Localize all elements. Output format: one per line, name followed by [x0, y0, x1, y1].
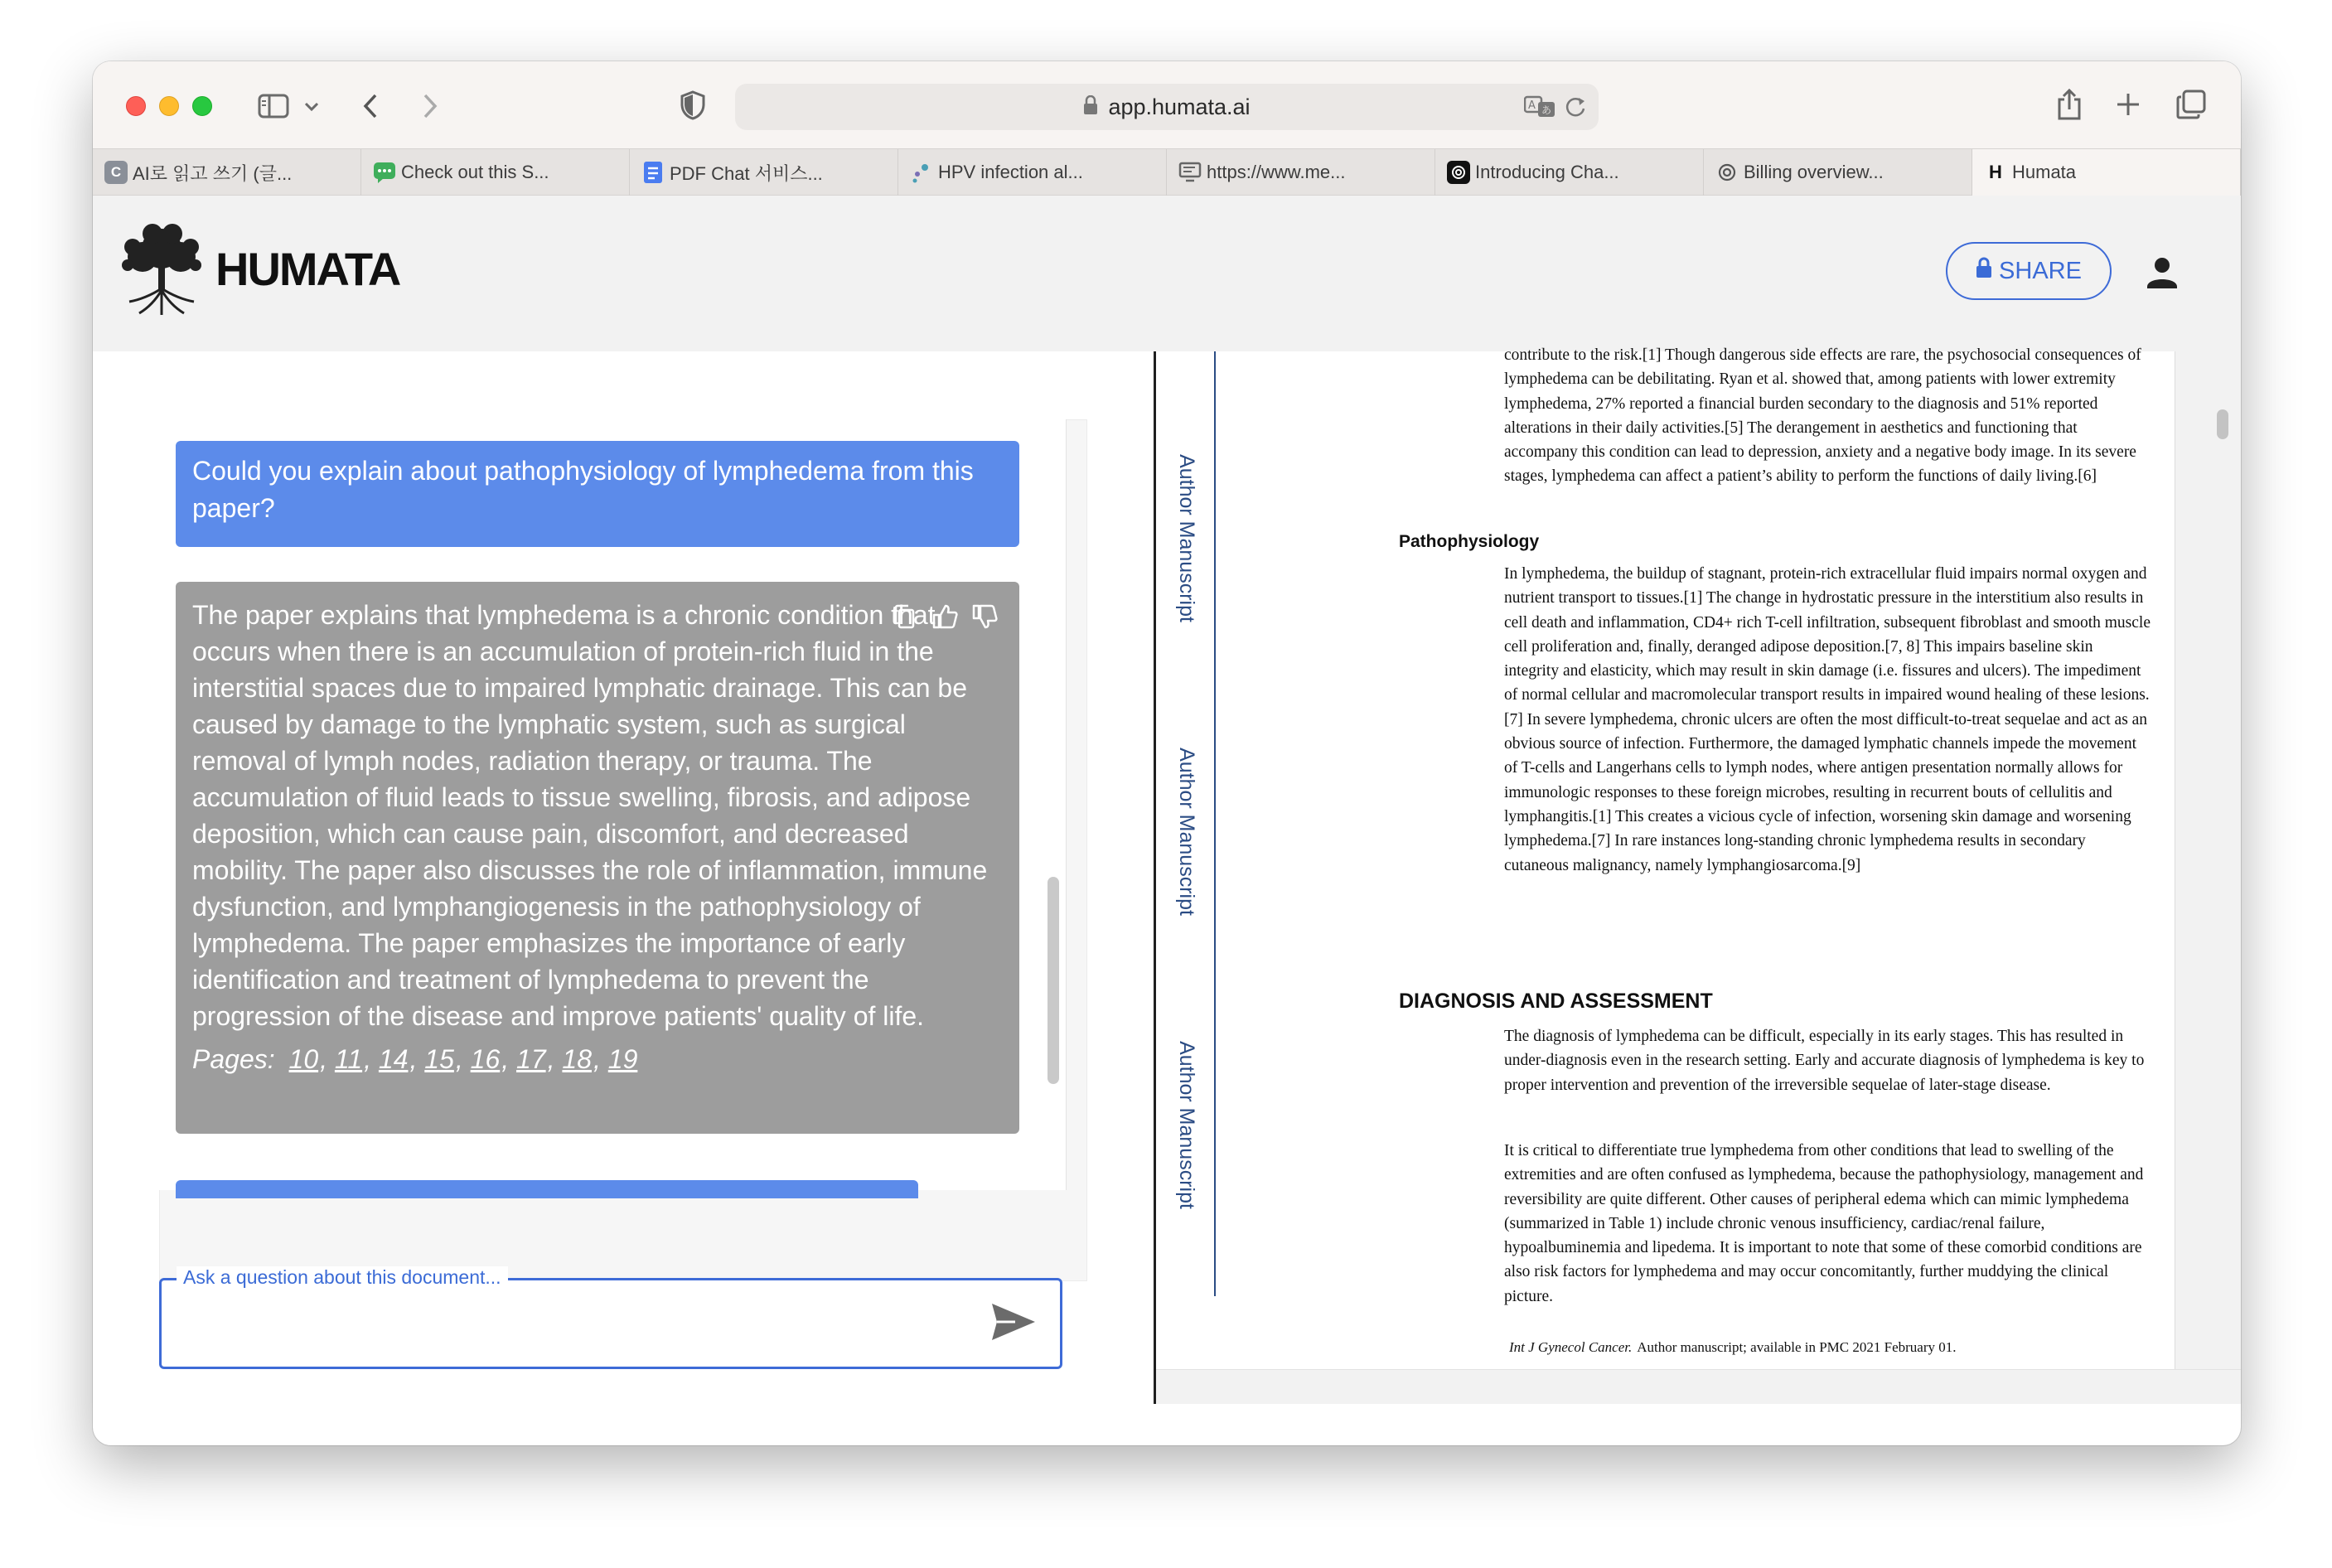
tab-label: HPV infection al... [938, 162, 1083, 182]
author-manuscript-label: Author Manuscript [1174, 747, 1198, 916]
paragraph-pathophysiology: In lymphedema, the buildup of stagnant, protein-rich extracellular fluid impairs normal oxygen and nutrient transport to tissues.[1] The change in hydrostatic pressure in the interstitium also results in cell death and inflammation, CD4+ rich T-cell infiltration, subsequent fibroblast and smooth muscle cell proliferation and, finally, deranged adipose deposition.[7, 8] This impairs baseline skin integrity and elasticity, which may result in skin damage (i.e. fissures and ulcers). The impediment of normal cellular and macromolecular transport results in impaired wound healing of these lesions.[7] In severe lymphedema, chronic ulcers are often the most difficult-to-treat sequelae and act as an obvious source of infection. Furthermore, the damaged lymphatic channels impede the movement of T-cells and Langerhans cells to lymph nodes, where antigen presentation normally allows for immunologic responses to these foreign microbes, resulting in recurrent bouts of cellulitis and lymphangitis.[1] This creates a vicious cycle of infection, worsening skin damage and worsening lymphedema.[7] In rare instances long-standing chronic lymphedema results in secondary cutaneous malignancy, namely lymphangiosarcoma.[9] [1504, 565, 2151, 874]
app-header [93, 196, 2241, 351]
chevron-down-icon[interactable] [302, 94, 322, 119]
margin-rule [1214, 351, 1216, 1296]
user-account-icon[interactable] [2143, 254, 2181, 292]
tab-hpv[interactable] [898, 149, 1167, 196]
tab-label: PDF Chat 서비스... [670, 162, 823, 184]
page-link[interactable]: 11 [334, 1044, 363, 1074]
tab-pdf-chat[interactable] [630, 149, 898, 196]
user-message-partial [176, 1180, 918, 1198]
message-actions [892, 603, 998, 630]
tab-label: Humata [2012, 162, 2077, 182]
forward-arrow-icon[interactable] [418, 90, 443, 123]
page-link[interactable]: 18 [562, 1044, 592, 1074]
page-link[interactable]: 17 [516, 1044, 546, 1074]
tab-label: AI로 읽고 쓰기 (글... [133, 162, 293, 184]
pages-label: Pages: [192, 1044, 275, 1074]
assistant-message [176, 582, 1019, 1134]
page-link[interactable]: 19 [607, 1044, 638, 1074]
browser-window [93, 61, 2241, 1445]
share-button[interactable] [1946, 242, 2112, 300]
openai-icon [1715, 161, 1739, 184]
monitor-icon [1178, 161, 1202, 184]
chat-bubble-icon [373, 161, 396, 184]
tab-label: Check out this S... [401, 162, 549, 182]
tab-label: https://www.me... [1207, 162, 1346, 182]
paragraph-diagnosis-1: The diagnosis of lymphedema can be difficult, especially in its early stages. This has resulted in under-diagnosis even in the research setting. Early and accurate diagnosis of lymphedema is key to proper intervention and prevention of the irreversible sequelae of later-stage disease. [1504, 1028, 2145, 1094]
pdf-page [1156, 346, 2175, 1371]
sidebar-toggle-icon[interactable] [255, 90, 292, 123]
c-icon: C [104, 161, 128, 184]
author-manuscript-label: Author Manuscript [1174, 1040, 1198, 1209]
thumbs-down-icon[interactable] [971, 603, 998, 630]
assistant-message-text: The paper explains that lymphedema is a chronic condition that occurs when there is an accumulation of protein-rich fluid in the interstitial spaces due to impaired lymphatic drainage. This can be caused by damage to the lymphatic system, such as surgical removal of lymph nodes, radiation therapy, or trauma. The accumulation of fluid leads to tissue swelling, fibrosis, and adipose deposition, which can cause pain, discomfort, and decreased mobility. The paper also discusses the role of inflammation, immune dysfunction, and lymphangiogenesis in the pathophysiology of lymphedema. The paper emphasizes the importance of early identification and treatment of lymphedema to prevent the progression of the disease and improve patients' quality of life. [192, 600, 988, 1031]
h-icon: H [1989, 162, 2002, 182]
doc-icon [641, 161, 665, 184]
tab-overview-icon[interactable] [2175, 88, 2208, 121]
address-bar[interactable] [735, 84, 1599, 130]
chat-panel [93, 351, 1154, 1404]
back-arrow-icon[interactable] [358, 90, 383, 123]
footer-journal: Int J Gynecol Cancer. [1509, 1339, 1633, 1355]
author-manuscript-label: Author Manuscript [1174, 453, 1198, 622]
tab-humata[interactable] [1972, 149, 2241, 196]
openai-icon [1447, 161, 1470, 184]
page-link[interactable]: 15 [424, 1044, 454, 1074]
pdf-scrollbar[interactable] [2217, 409, 2228, 439]
heading-pathophysiology: Pathophysiology [1399, 532, 1540, 551]
tree-logo-icon [114, 219, 209, 318]
tab-introducing[interactable] [1435, 149, 1704, 196]
svg-text:あ: あ [1541, 104, 1552, 116]
page-footer [1509, 1339, 1957, 1356]
svg-text:A: A [1528, 99, 1536, 112]
zoom-window-button[interactable] [192, 96, 212, 116]
page-link[interactable]: 14 [378, 1044, 409, 1074]
minimize-window-button[interactable] [159, 96, 179, 116]
close-window-button[interactable] [126, 96, 146, 116]
lock-icon [1083, 95, 1098, 119]
paragraph-intro: contribute to the risk.[1] Though dangerous side effects are rare, the psychosocial consequences of lymphedema can be debilitating. Ryan et al. showed that, among patients with lower extremity lymphedema, 27% reported a financial burden secondary to the diagnosis and 51% reported alterations in their daily activities.[5] The derangement in aesthetics and functioning that accompany this condition can lead to depression, anxiety and a negative body image. In its severe stages, lymphedema can affect a patient’s ability to perform the functions of daily living.[6] [1504, 346, 2141, 486]
page-references: Pages: 10, 11, 14, 15, 16, 17, 18, 19 [192, 1044, 638, 1074]
translate-icon[interactable] [1524, 95, 1555, 123]
page-link[interactable]: 16 [470, 1044, 501, 1074]
paragraph-diagnosis-2: It is critical to differentiate true lymphedema from other conditions that lead to swelling of the extremities and are often confused as lymphedema, because the pathophysiology, management and reversibility are quite different. Other causes of peripheral edema which can mimic lymphedema (summarized in Table 1) include chronic venous insufficiency, cardiac/renal failure, hypoalbuminemia and lipedema. It is important to note that some of these comorbid conditions are also risk factors for lymphedema and may occur concomitantly, further muddying the clinical picture. [1504, 1142, 2144, 1305]
dots-icon [910, 161, 933, 184]
url-text: app.humata.ai [1108, 94, 1251, 119]
pdf-viewer[interactable] [1156, 346, 2241, 1404]
share-sheet-icon[interactable] [2054, 86, 2085, 123]
pdf-bottom-bar [1156, 1369, 2241, 1404]
copy-icon[interactable] [892, 603, 918, 630]
user-message: Could you explain about pathophysiology of lymphedema from this paper? [176, 441, 1019, 547]
tab-ai-reading[interactable] [93, 149, 361, 196]
thumbs-up-icon[interactable] [931, 603, 958, 630]
send-icon[interactable] [990, 1301, 1037, 1343]
share-label: SHARE [1999, 257, 2082, 284]
tab-label: Introducing Cha... [1475, 162, 1619, 182]
question-input-label: Ask a question about this document... [177, 1266, 508, 1289]
lock-icon [1976, 257, 1992, 285]
new-tab-icon[interactable] [2113, 90, 2143, 119]
brand-name: HUMATA [215, 243, 400, 295]
tab-website[interactable] [1167, 149, 1435, 196]
tab-label: Billing overview... [1744, 162, 1884, 182]
chat-scrollbar[interactable] [1047, 877, 1059, 1084]
privacy-shield-icon[interactable] [678, 88, 708, 123]
tab-bar [93, 148, 2241, 196]
tab-check-out[interactable] [361, 149, 630, 196]
reload-icon[interactable] [1564, 95, 1587, 123]
footer-text: Author manuscript; available in PMC 2021 February 01. [1637, 1339, 1957, 1355]
tab-billing[interactable] [1704, 149, 1972, 196]
heading-diagnosis: DIAGNOSIS AND ASSESSMENT [1399, 990, 1713, 1013]
question-input[interactable] [159, 1266, 1062, 1369]
browser-toolbar [93, 61, 2241, 148]
page-link[interactable]: 10 [288, 1044, 319, 1074]
